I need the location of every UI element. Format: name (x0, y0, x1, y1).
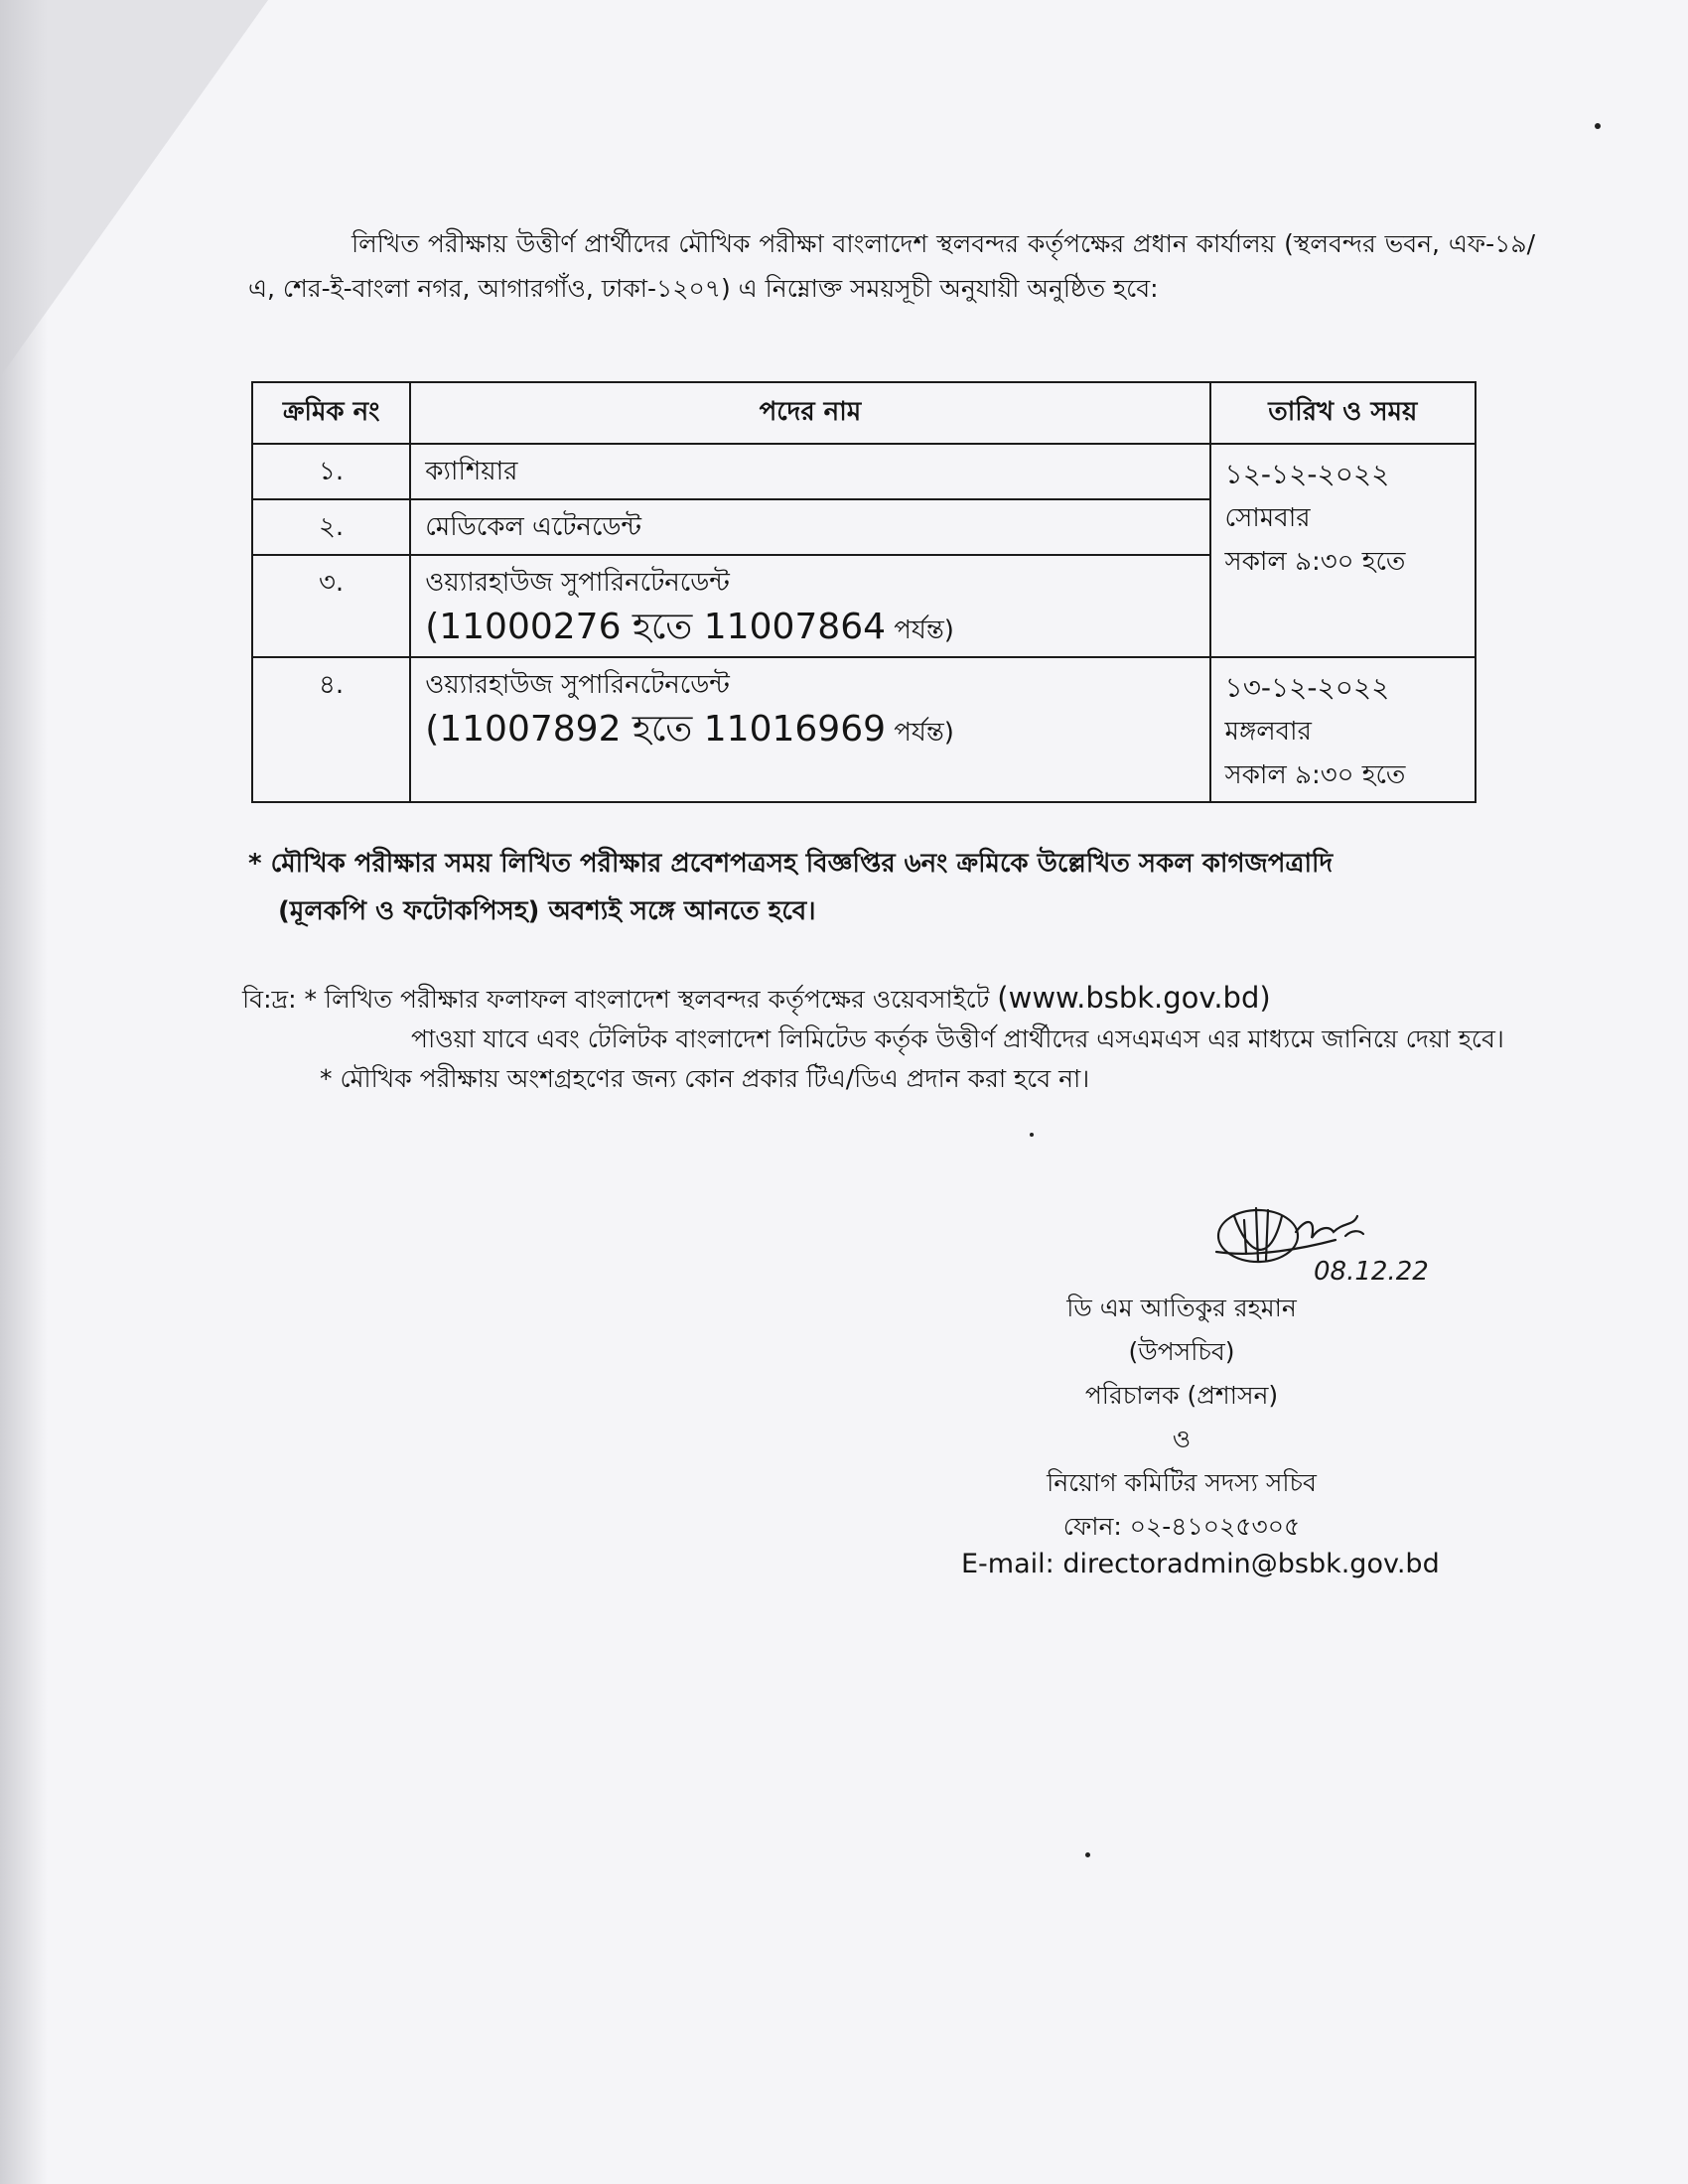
speck-mark (1085, 1852, 1090, 1857)
schedule-cell (1210, 657, 1476, 802)
signatory-name: ডি এম আতিকুর রহমান (1066, 1294, 1297, 1322)
roll-range (425, 606, 1195, 652)
roll-from: 11000276 (439, 607, 622, 647)
remarks-line-3: * মৌখিক পরীক্ষায় অংশগ্রহণের জন্য কোন প্রকার টিএ/ডিএ প্রদান করা হবে না। (320, 1064, 1090, 1093)
intro-text: লিখিত পরীক্ষায় উত্তীর্ণ প্রার্থীদের মৌখিক পরীক্ষা বাংলাদেশ স্থলবন্দর কর্তৃপক্ষের প্রধান কার্যালয় (স্থলবন্দর ভবন, এফ-১৯/এ, শের-ই-বাংলা নগর, আগারগাঁও, ঢাকা-১২০৭) এ নিম্নোক্ত সময়সূচী অনুযায়ী অনুষ্ঠিত হবে: (248, 229, 1535, 303)
signatory-designation: পরিচালক (প্রশাসন) (1084, 1381, 1279, 1410)
schedule-date: ১৩-১২-২০২২ (1224, 671, 1390, 704)
intro-paragraph (248, 221, 1535, 311)
roll-to: 11007864 (703, 607, 886, 647)
speck-mark (1595, 123, 1601, 129)
interview-schedule-table (251, 381, 1477, 803)
schedule-time: সকাল ৯:৩০ হতে (1224, 547, 1406, 577)
header-post-name: পদের নাম (410, 382, 1209, 444)
roll-from: 11007892 (439, 709, 622, 750)
signatory-conjunction: ও (1172, 1425, 1192, 1453)
range-mid: হতে (621, 607, 704, 647)
header-serial: ক্রমিক নং (252, 382, 410, 444)
signatory-email[interactable]: E-mail: directoradmin@bsbk.gov.bd (961, 1549, 1440, 1579)
range-close: পর্যন্ত) (886, 615, 954, 645)
header-date-time: তারিখ ও সময় (1210, 382, 1476, 444)
schedule-cell (1210, 444, 1476, 657)
website-link[interactable]: (www.bsbk.gov.bd) (997, 981, 1271, 1015)
signatory-rank: (উপসচিব) (1128, 1337, 1235, 1366)
remarks-block (242, 978, 1543, 1099)
range-open: ( (425, 607, 440, 647)
signatory-committee: নিয়োগ কমিটির সদস্য সচিব (1047, 1468, 1317, 1497)
signatory-block (953, 1287, 1410, 1549)
remarks-line-2: পাওয়া যাবে এবং টেলিটক বাংলাদেশ লিমিটেড কর্তৃক উত্তীর্ণ প্রার্থীদের এসএমএস এর মাধ্যমে জানিয়ে দেয়া হবে। (411, 1024, 1504, 1053)
signature-date: 08.12.22 (1314, 1257, 1429, 1287)
post-cell (410, 555, 1209, 657)
speck-mark (1030, 1133, 1034, 1137)
remarks-line-1 (242, 978, 1543, 1020)
page-edge-shadow (0, 0, 48, 2184)
post-cell: ক্যাশিয়ার (410, 444, 1209, 499)
post-cell (410, 657, 1209, 802)
roll-to: 11016969 (703, 709, 886, 750)
post-cell: মেডিকেল এটেনডেন্ট (410, 499, 1209, 555)
schedule-date: ১২-১২-২০২২ (1224, 458, 1390, 490)
note-line-2: (মূলকপি ও ফটোকপিসহ) অবশ্যই সঙ্গে আনতে হবে। (278, 896, 816, 926)
roll-range (425, 708, 1195, 754)
post-name: ওয়্যারহাউজ সুপারিনটেনডেন্ট (425, 670, 730, 700)
serial-cell: ৪. (252, 657, 410, 802)
remarks-text: বি:দ্র: * লিখিত পরীক্ষার ফলাফল বাংলাদেশ স্থলবন্দর কর্তৃপক্ষের ওয়েবসাইটে (242, 985, 998, 1014)
serial-cell: ৩. (252, 555, 410, 657)
schedule-day: সোমবার (1224, 503, 1311, 533)
table-row (252, 657, 1476, 802)
range-open: ( (425, 709, 440, 750)
post-name: ওয়্যারহাউজ সুপারিনটেনডেন্ট (425, 568, 730, 598)
table-header-row (252, 382, 1476, 444)
range-close: পর্যন্ত) (886, 718, 954, 748)
documents-note (248, 840, 1535, 935)
schedule-time: সকাল ৯:৩০ হতে (1224, 760, 1406, 790)
signatory-phone: ফোন: ০২-৪১০২৫৩০৫ (1062, 1512, 1301, 1541)
serial-cell: ২. (252, 499, 410, 555)
note-line-1: * মৌখিক পরীক্ষার সময় লিখিত পরীক্ষার প্রবেশপত্রসহ বিজ্ঞপ্তির ৬নং ক্রমিকে উল্লেখিত সকল কাগজপত্রাদি (248, 849, 1334, 879)
serial-cell: ১. (252, 444, 410, 499)
schedule-day: মঙ্গলবার (1224, 717, 1312, 747)
table-row (252, 444, 1476, 499)
range-mid: হতে (621, 709, 704, 750)
